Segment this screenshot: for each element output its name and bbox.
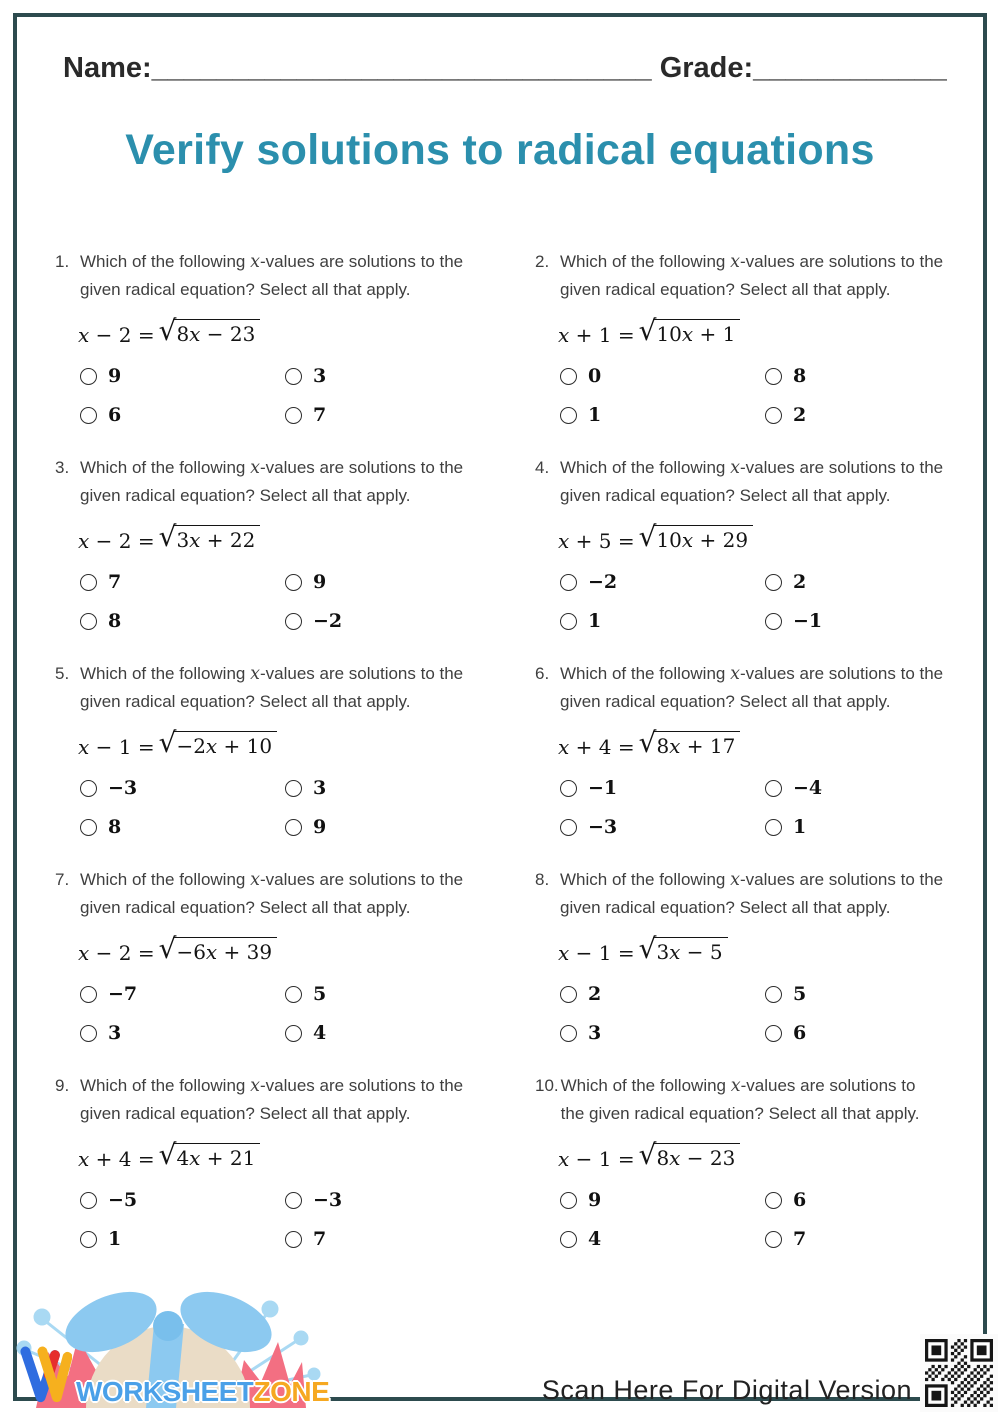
equation bbox=[78, 728, 535, 761]
question-number: 7. bbox=[55, 870, 70, 889]
qr-code bbox=[920, 1334, 998, 1412]
question-3 bbox=[55, 454, 535, 660]
option-label: −4 bbox=[793, 777, 823, 799]
radio-option[interactable] bbox=[765, 1228, 980, 1250]
radio-option[interactable] bbox=[765, 1189, 980, 1211]
option-label: 2 bbox=[793, 571, 807, 593]
radicand: −2x + 10 bbox=[173, 731, 277, 759]
radio-option[interactable] bbox=[285, 1228, 535, 1250]
question-prompt bbox=[55, 1072, 535, 1127]
question-text bbox=[560, 660, 960, 715]
radio-option[interactable] bbox=[285, 983, 535, 1005]
radio-option[interactable] bbox=[285, 610, 535, 632]
question-text bbox=[560, 248, 960, 303]
radio-circle-icon[interactable] bbox=[560, 368, 577, 385]
equation bbox=[78, 1140, 535, 1173]
option-label: −2 bbox=[313, 610, 343, 632]
prompt-before: Which of the following bbox=[80, 458, 251, 477]
question-text bbox=[80, 1072, 480, 1127]
option-label: 9 bbox=[313, 816, 327, 838]
option-label: −5 bbox=[108, 1189, 138, 1211]
question-prompt bbox=[535, 1072, 980, 1127]
equation bbox=[78, 522, 535, 555]
option-label: 3 bbox=[313, 365, 327, 387]
question-1 bbox=[55, 248, 535, 454]
prompt-after: -values are solutions to the given radical equation? Select all that apply. bbox=[560, 1076, 920, 1123]
question-number: 5. bbox=[55, 664, 70, 683]
question-number: 1. bbox=[55, 252, 70, 271]
prompt-after: -values are solutions to the given radical equation? Select all that apply. bbox=[560, 664, 944, 711]
radio-circle-icon[interactable] bbox=[285, 780, 302, 797]
radio-circle-icon[interactable] bbox=[80, 780, 97, 797]
logo-worksheet-label: WORKSHEET bbox=[76, 1376, 254, 1407]
equation-lhs: x − 2 = bbox=[78, 941, 155, 965]
equation bbox=[558, 728, 980, 761]
x-variable: x bbox=[730, 1076, 741, 1096]
radio-circle-icon[interactable] bbox=[560, 1192, 577, 1209]
option-label: 3 bbox=[108, 1022, 122, 1044]
question-text bbox=[560, 866, 960, 921]
option-label: −3 bbox=[108, 777, 138, 799]
x-variable: x bbox=[730, 458, 740, 478]
question-2 bbox=[535, 248, 980, 454]
equation bbox=[78, 316, 535, 349]
question-number: 6. bbox=[535, 664, 550, 683]
question-5 bbox=[55, 660, 535, 866]
options-grid bbox=[560, 983, 980, 1044]
prompt-before: Which of the following bbox=[80, 1076, 251, 1095]
option-label: 2 bbox=[588, 983, 602, 1005]
sqrt-icon: √ bbox=[158, 520, 177, 553]
option-label: 5 bbox=[793, 983, 807, 1005]
option-label: 8 bbox=[108, 816, 122, 838]
equation-lhs: x + 5 = bbox=[558, 529, 635, 553]
radical-expression bbox=[639, 316, 741, 347]
option-label: −3 bbox=[588, 816, 618, 838]
radio-circle-icon[interactable] bbox=[560, 574, 577, 591]
option-label: 4 bbox=[313, 1022, 327, 1044]
radio-option[interactable] bbox=[765, 365, 980, 387]
option-label: 1 bbox=[108, 1228, 122, 1250]
options-grid bbox=[80, 983, 535, 1044]
radical-expression bbox=[159, 728, 278, 759]
prompt-after: -values are solutions to the given radical equation? Select all that apply. bbox=[80, 1076, 464, 1123]
radio-option[interactable] bbox=[285, 1189, 535, 1211]
x-variable: x bbox=[250, 458, 260, 478]
questions-grid bbox=[55, 248, 980, 1278]
x-variable: x bbox=[250, 252, 260, 272]
sqrt-icon: √ bbox=[638, 932, 657, 965]
radio-circle-icon[interactable] bbox=[765, 1025, 782, 1042]
x-variable: x bbox=[250, 1076, 260, 1096]
question-prompt bbox=[535, 866, 980, 921]
radio-circle-icon[interactable] bbox=[80, 368, 97, 385]
radio-circle-icon[interactable] bbox=[560, 986, 577, 1003]
radical-expression bbox=[639, 934, 728, 965]
radicand: 8x − 23 bbox=[173, 319, 260, 347]
option-label: 6 bbox=[793, 1189, 807, 1211]
question-6 bbox=[535, 660, 980, 866]
radio-circle-icon[interactable] bbox=[80, 407, 97, 424]
option-label: −2 bbox=[588, 571, 618, 593]
radicand: 3x − 5 bbox=[653, 937, 727, 965]
sqrt-icon: √ bbox=[638, 726, 657, 759]
radical-expression bbox=[159, 522, 261, 553]
question-7 bbox=[55, 866, 535, 1072]
sqrt-icon: √ bbox=[638, 520, 657, 553]
radio-circle-icon[interactable] bbox=[560, 780, 577, 797]
option-label: 1 bbox=[588, 610, 602, 632]
radicand: 8x + 17 bbox=[653, 731, 740, 759]
radio-option[interactable] bbox=[80, 983, 285, 1005]
prompt-after: -values are solutions to the given radical equation? Select all that apply. bbox=[560, 870, 944, 917]
radio-circle-icon[interactable] bbox=[80, 1192, 97, 1209]
radical-expression bbox=[639, 728, 741, 759]
question-prompt bbox=[55, 248, 535, 303]
question-number: 9. bbox=[55, 1076, 70, 1095]
sqrt-icon: √ bbox=[158, 726, 177, 759]
radio-option[interactable] bbox=[560, 983, 765, 1005]
equation-lhs: x − 2 = bbox=[78, 529, 155, 553]
question-prompt bbox=[535, 248, 980, 303]
prompt-after: -values are solutions to the given radical equation? Select all that apply. bbox=[80, 252, 464, 299]
radio-option[interactable] bbox=[80, 1189, 285, 1211]
radio-circle-icon[interactable] bbox=[80, 1231, 97, 1248]
prompt-before: Which of the following bbox=[80, 870, 251, 889]
option-label: 9 bbox=[108, 365, 122, 387]
equation-lhs: x + 1 = bbox=[558, 323, 635, 347]
radio-circle-icon[interactable] bbox=[80, 819, 97, 836]
question-number: 4. bbox=[535, 458, 550, 477]
page-title: Verify solutions to radical equations bbox=[125, 126, 875, 174]
question-prompt bbox=[535, 660, 980, 715]
radical-expression bbox=[159, 934, 278, 965]
radio-option[interactable] bbox=[765, 777, 980, 799]
question-prompt bbox=[535, 454, 980, 509]
name-grade-row bbox=[63, 52, 947, 85]
radio-circle-icon[interactable] bbox=[285, 368, 302, 385]
radio-option[interactable] bbox=[80, 404, 285, 426]
radicand: 10x + 1 bbox=[653, 319, 740, 347]
option-label: 6 bbox=[793, 1022, 807, 1044]
radio-option[interactable] bbox=[285, 777, 535, 799]
question-9 bbox=[55, 1072, 535, 1278]
equation-lhs: x − 1 = bbox=[558, 1147, 635, 1171]
sqrt-icon: √ bbox=[638, 1138, 657, 1171]
radio-option[interactable] bbox=[285, 404, 535, 426]
equation bbox=[558, 316, 980, 349]
radio-option[interactable] bbox=[765, 571, 980, 593]
options-grid bbox=[80, 571, 535, 632]
radio-circle-icon[interactable] bbox=[765, 574, 782, 591]
radicand: 4x + 21 bbox=[173, 1143, 260, 1171]
radio-circle-icon[interactable] bbox=[560, 1025, 577, 1042]
prompt-before: Which of the following bbox=[560, 1076, 731, 1095]
worksheetzone-logo bbox=[20, 1340, 329, 1406]
equation bbox=[558, 1140, 980, 1173]
option-label: 6 bbox=[108, 404, 122, 426]
question-10 bbox=[535, 1072, 980, 1278]
prompt-after: -values are solutions to the given radical equation? Select all that apply. bbox=[560, 252, 944, 299]
radio-option[interactable] bbox=[80, 571, 285, 593]
radicand: −6x + 39 bbox=[173, 937, 277, 965]
equation-lhs: x + 4 = bbox=[558, 735, 635, 759]
x-variable: x bbox=[730, 870, 740, 890]
prompt-after: -values are solutions to the given radical equation? Select all that apply. bbox=[80, 664, 464, 711]
x-variable: x bbox=[250, 664, 260, 684]
option-label: 1 bbox=[793, 816, 807, 838]
radio-circle-icon[interactable] bbox=[560, 819, 577, 836]
options-grid bbox=[80, 365, 535, 426]
option-label: 7 bbox=[108, 571, 122, 593]
radio-option[interactable] bbox=[560, 365, 765, 387]
option-label: 0 bbox=[588, 365, 602, 387]
prompt-before: Which of the following bbox=[560, 252, 731, 271]
radical-expression bbox=[639, 1140, 741, 1171]
equation bbox=[78, 934, 535, 967]
equation-lhs: x − 1 = bbox=[78, 735, 155, 759]
radio-option[interactable] bbox=[80, 1022, 285, 1044]
option-label: 3 bbox=[588, 1022, 602, 1044]
options-grid bbox=[560, 1189, 980, 1250]
radio-circle-icon[interactable] bbox=[285, 613, 302, 630]
question-text bbox=[80, 454, 480, 509]
prompt-before: Which of the following bbox=[80, 252, 251, 271]
name-label: Name: bbox=[63, 52, 152, 84]
logo-zone-label: ZONE bbox=[253, 1376, 330, 1407]
option-label: 5 bbox=[313, 983, 327, 1005]
radio-option[interactable] bbox=[560, 1022, 765, 1044]
prompt-before: Which of the following bbox=[560, 664, 731, 683]
radio-circle-icon[interactable] bbox=[765, 1231, 782, 1248]
radio-circle-icon[interactable] bbox=[765, 613, 782, 630]
radio-circle-icon[interactable] bbox=[560, 1231, 577, 1248]
sqrt-icon: √ bbox=[158, 314, 177, 347]
radio-circle-icon[interactable] bbox=[765, 368, 782, 385]
radio-circle-icon[interactable] bbox=[285, 1231, 302, 1248]
radio-circle-icon[interactable] bbox=[560, 407, 577, 424]
radio-option[interactable] bbox=[285, 365, 535, 387]
logo-text bbox=[76, 1378, 329, 1406]
options-grid bbox=[560, 571, 980, 632]
radical-expression bbox=[159, 316, 261, 347]
radio-option[interactable] bbox=[560, 571, 765, 593]
question-prompt bbox=[55, 454, 535, 509]
option-label: 3 bbox=[313, 777, 327, 799]
radio-option[interactable] bbox=[560, 1189, 765, 1211]
radio-option[interactable] bbox=[765, 1022, 980, 1044]
question-text bbox=[80, 866, 480, 921]
radical-expression bbox=[159, 1140, 261, 1171]
option-label: 8 bbox=[108, 610, 122, 632]
option-label: 1 bbox=[588, 404, 602, 426]
option-label: 9 bbox=[588, 1189, 602, 1211]
question-text bbox=[80, 248, 480, 303]
question-text bbox=[561, 1072, 929, 1127]
options-grid bbox=[80, 777, 535, 838]
sqrt-icon: √ bbox=[158, 932, 177, 965]
question-number: 10. bbox=[535, 1076, 559, 1095]
radicand: 3x + 22 bbox=[173, 525, 260, 553]
radio-option[interactable] bbox=[285, 816, 535, 838]
radio-option[interactable] bbox=[560, 777, 765, 799]
radio-option[interactable] bbox=[80, 365, 285, 387]
radio-circle-icon[interactable] bbox=[285, 574, 302, 591]
options-grid bbox=[560, 777, 980, 838]
option-label: −1 bbox=[588, 777, 618, 799]
question-prompt bbox=[55, 660, 535, 715]
radio-circle-icon[interactable] bbox=[80, 613, 97, 630]
radicand: 8x − 23 bbox=[653, 1143, 740, 1171]
options-grid bbox=[560, 365, 980, 426]
radio-option[interactable] bbox=[560, 816, 765, 838]
option-label: −3 bbox=[313, 1189, 343, 1211]
question-number: 8. bbox=[535, 870, 550, 889]
radio-circle-icon[interactable] bbox=[285, 986, 302, 1003]
qr-code-image bbox=[925, 1339, 993, 1407]
question-prompt bbox=[55, 866, 535, 921]
radio-circle-icon[interactable] bbox=[285, 1192, 302, 1209]
radio-circle-icon[interactable] bbox=[285, 819, 302, 836]
radio-circle-icon[interactable] bbox=[765, 1192, 782, 1209]
radio-option[interactable] bbox=[285, 1022, 535, 1044]
option-label: 7 bbox=[313, 404, 327, 426]
question-text bbox=[560, 454, 960, 509]
option-label: −7 bbox=[108, 983, 138, 1005]
question-4 bbox=[535, 454, 980, 660]
prompt-after: -values are solutions to the given radical equation? Select all that apply. bbox=[80, 870, 464, 917]
radicand: 10x + 29 bbox=[653, 525, 753, 553]
option-label: 8 bbox=[793, 365, 807, 387]
scan-here-text: Scan Here For Digital Version bbox=[541, 1375, 912, 1405]
question-number: 2. bbox=[535, 252, 550, 271]
grade-label: Grade: bbox=[651, 52, 754, 84]
radio-option[interactable] bbox=[80, 1228, 285, 1250]
radio-option[interactable] bbox=[80, 816, 285, 838]
equation bbox=[558, 934, 980, 967]
radio-option[interactable] bbox=[560, 404, 765, 426]
grade-blank-line: ____________ bbox=[753, 52, 947, 84]
question-number: 3. bbox=[55, 458, 70, 477]
radio-option[interactable] bbox=[765, 610, 980, 632]
prompt-before: Which of the following bbox=[560, 458, 731, 477]
prompt-after: -values are solutions to the given radical equation? Select all that apply. bbox=[560, 458, 944, 505]
radio-option[interactable] bbox=[80, 610, 285, 632]
radio-option[interactable] bbox=[285, 571, 535, 593]
equation-lhs: x + 4 = bbox=[78, 1147, 155, 1171]
radio-circle-icon[interactable] bbox=[80, 1025, 97, 1042]
prompt-before: Which of the following bbox=[80, 664, 251, 683]
prompt-after: -values are solutions to the given radical equation? Select all that apply. bbox=[80, 458, 464, 505]
radio-circle-icon[interactable] bbox=[285, 407, 302, 424]
radio-circle-icon[interactable] bbox=[285, 1025, 302, 1042]
option-label: 7 bbox=[793, 1228, 807, 1250]
radio-circle-icon[interactable] bbox=[80, 986, 97, 1003]
radio-option[interactable] bbox=[80, 777, 285, 799]
prompt-before: Which of the following bbox=[560, 870, 731, 889]
equation bbox=[558, 522, 980, 555]
logo-w-icon bbox=[20, 1340, 72, 1406]
radio-option[interactable] bbox=[765, 404, 980, 426]
equation-lhs: x − 1 = bbox=[558, 941, 635, 965]
option-label: −1 bbox=[793, 610, 823, 632]
radio-option[interactable] bbox=[560, 610, 765, 632]
radio-circle-icon[interactable] bbox=[560, 613, 577, 630]
x-variable: x bbox=[730, 252, 740, 272]
radio-circle-icon[interactable] bbox=[765, 986, 782, 1003]
question-8 bbox=[535, 866, 980, 1072]
option-label: 4 bbox=[588, 1228, 602, 1250]
name-blank-line: _______________________________ bbox=[151, 52, 652, 84]
x-variable: x bbox=[250, 870, 260, 890]
radio-option[interactable] bbox=[765, 983, 980, 1005]
radio-circle-icon[interactable] bbox=[80, 574, 97, 591]
radio-option[interactable] bbox=[765, 816, 980, 838]
sqrt-icon: √ bbox=[638, 314, 657, 347]
question-text bbox=[80, 660, 480, 715]
radio-option[interactable] bbox=[560, 1228, 765, 1250]
radical-expression bbox=[639, 522, 754, 553]
options-grid bbox=[80, 1189, 535, 1250]
option-label: 7 bbox=[313, 1228, 327, 1250]
radio-circle-icon[interactable] bbox=[765, 407, 782, 424]
equation-lhs: x − 2 = bbox=[78, 323, 155, 347]
sqrt-icon: √ bbox=[158, 1138, 177, 1171]
radio-circle-icon[interactable] bbox=[765, 819, 782, 836]
radio-circle-icon[interactable] bbox=[765, 780, 782, 797]
option-label: 2 bbox=[793, 404, 807, 426]
x-variable: x bbox=[730, 664, 740, 684]
option-label: 9 bbox=[313, 571, 327, 593]
